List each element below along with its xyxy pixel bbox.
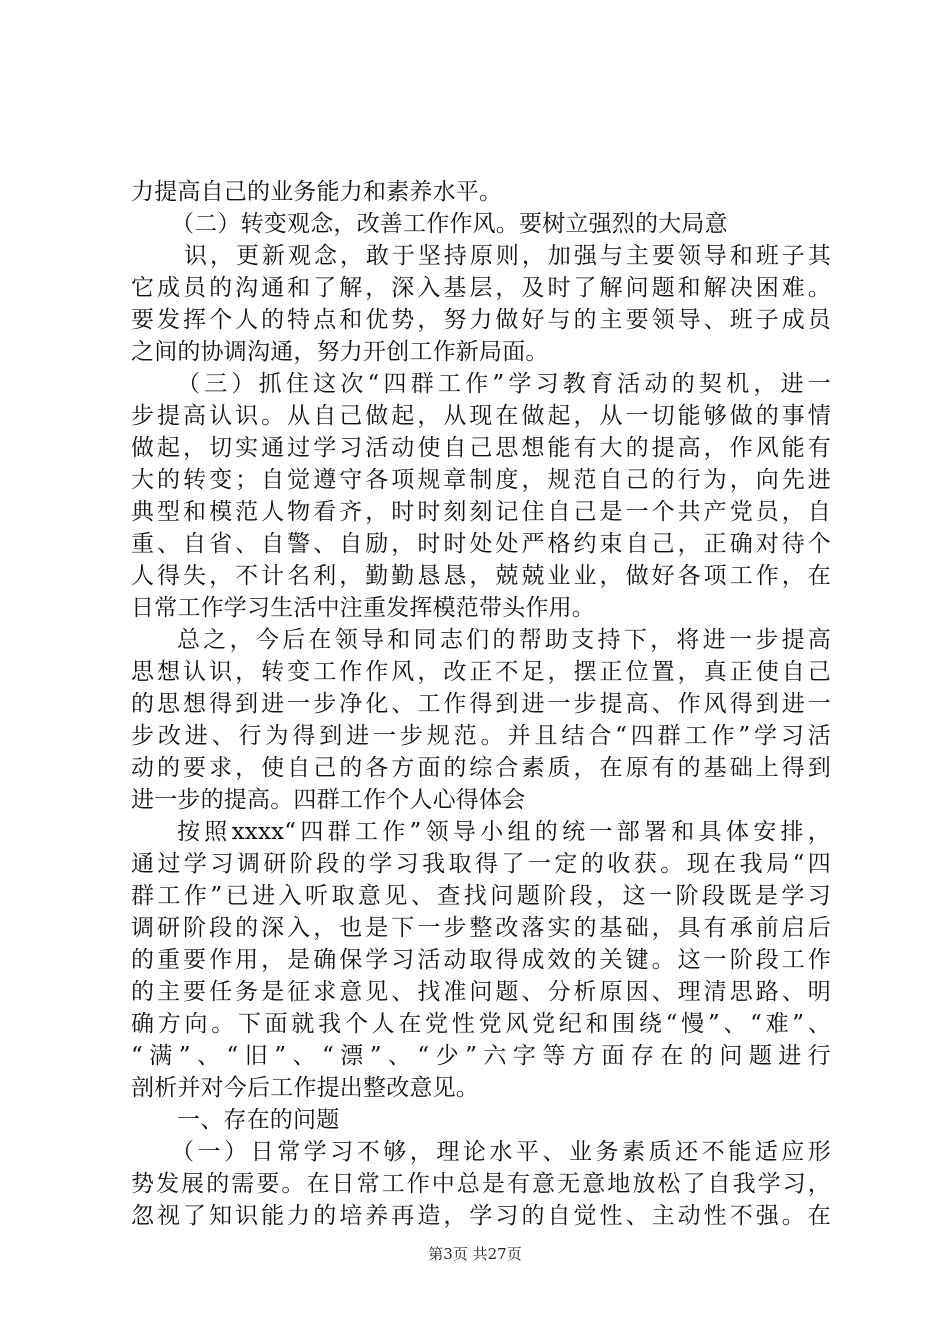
text-line: 力提高自己的业务能力和素养水平。 (131, 179, 503, 205)
text-line: 大的转变；自觉遵守各项规章制度，规范自己的行为，向先进 (131, 467, 831, 493)
text-line: （三）抓住这次“四群工作”学习教育活动的契机，进一 (177, 371, 831, 397)
text-line: 通过学习调研阶段的学习我取得了一定的收获。现在我局“四 (131, 851, 831, 877)
text-line: 日常工作学习生活中注重发挥模范带头作用。 (131, 595, 595, 621)
text-line: 调研阶段的深入，也是下一步整改落实的基础，具有承前启后 (131, 915, 831, 941)
text-line: 忽视了知识能力的培养再造，学习的自觉性、主动性不强。在 (131, 1203, 831, 1229)
text-line: “满”、“旧”、“漂”、“少”六字等方面存在的问题进行 (131, 1043, 831, 1069)
text-line: 的主要任务是征求意见、找准问题、分析原因、理清思路、明 (131, 979, 831, 1005)
text-line: （二）转变观念，改善工作作风。要树立强烈的大局意 (171, 211, 728, 237)
text-line: 的重要作用，是确保学习活动取得成效的关键。这一阶段工作 (131, 947, 831, 973)
text-line: 人得失，不计名利，勤勤恳恳，兢兢业业，做好各项工作，在 (131, 563, 831, 589)
text-line: 确方向。下面就我个人在党性党风党纪和围绕“慢”、“难”、 (131, 1011, 831, 1037)
text-line: 重、自省、自警、自励，时时处处严格约束自己，正确对待个 (131, 531, 831, 557)
text-line: （一）日常学习不够，理论水平、业务素质还不能适应形 (171, 1139, 831, 1165)
text-line: 的思想得到进一步净化、工作得到进一步提高、作风得到进一 (131, 691, 831, 717)
text-line: 思想认识，转变工作作风，改正不足，摆正位置，真正使自己 (131, 659, 831, 685)
text-line: 做起，切实通过学习活动使自己思想能有大的提高，作风能有 (131, 435, 831, 461)
text-line: 步改进、行为得到进一步规范。并且结合“四群工作”学习活 (131, 723, 831, 749)
text-line: 动的要求，使自己的各方面的综合素质，在原有的基础上得到 (131, 755, 831, 781)
text-line: 之间的协调沟通，努力开创工作新局面。 (131, 339, 549, 365)
text-line: 按照xxxx“四群工作”领导小组的统一部署和具体安排， (177, 819, 831, 845)
text-line: 群工作”已进入听取意见、查找问题阶段，这一阶段既是学习 (131, 883, 831, 909)
page-footer: 第3页 共27页 (428, 1245, 522, 1263)
text-line: 识，更新观念，敢于坚持原则，加强与主要领导和班子其 (184, 243, 831, 269)
text-line: 总之，今后在领导和同志们的帮助支持下，将进一步提高 (177, 627, 831, 653)
text-line: 步提高认识。从自己做起，从现在做起，从一切能够做的事情 (131, 403, 831, 429)
text-line: 一、存在的问题 (177, 1107, 340, 1133)
document-body (131, 176, 831, 1232)
text-line: 进一步的提高。四群工作个人心得体会 (131, 787, 526, 813)
text-line: 典型和模范人物看齐，时时刻刻记住自己是一个共产党员，自 (131, 499, 831, 525)
text-line: 它成员的沟通和了解，深入基层，及时了解问题和解决困难。 (131, 275, 831, 301)
text-line: 势发展的需要。在日常工作中总是有意无意地放松了自我学习， (131, 1171, 831, 1197)
text-line: 剖析并对今后工作提出整改意见。 (131, 1075, 479, 1101)
text-line: 要发挥个人的特点和优势，努力做好与的主要领导、班子成员 (131, 307, 831, 333)
